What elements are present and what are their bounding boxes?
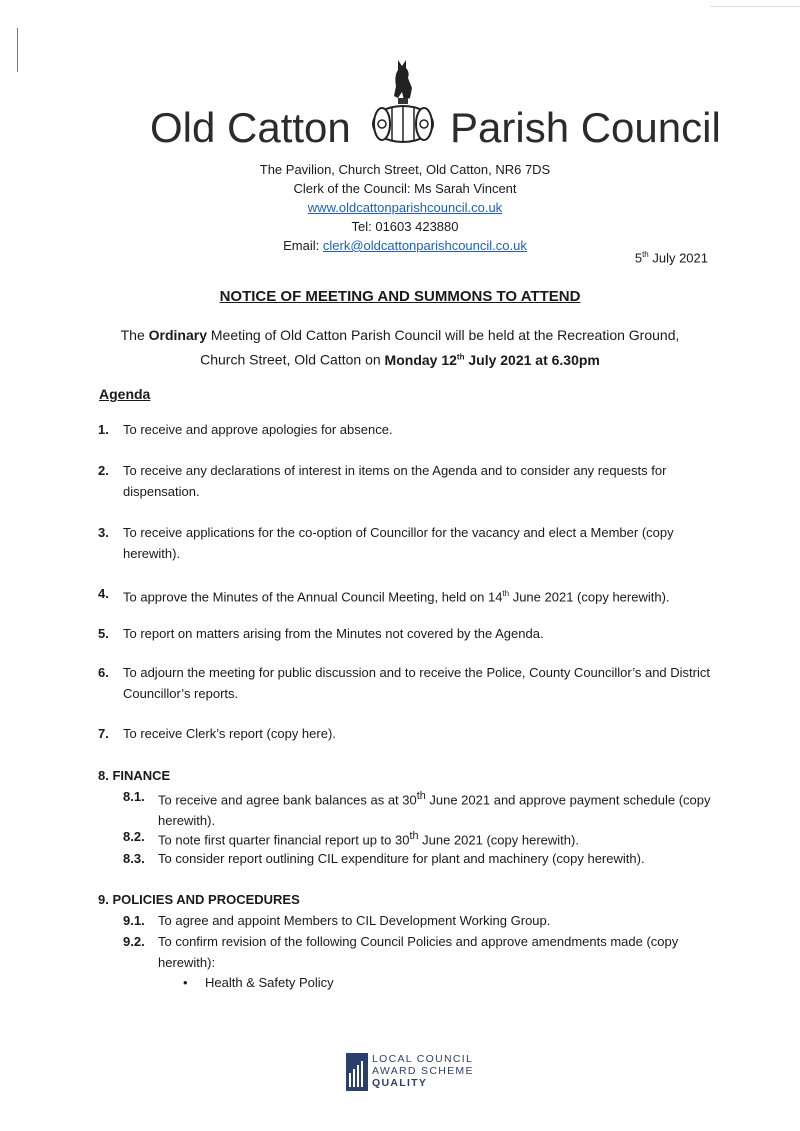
finance-heading: 8. FINANCE [98,768,171,783]
agenda-item: 3. To receive applications for the co-option of Councillor for the vacancy and elect a Member (copy herewith). [98,525,674,561]
website-link[interactable]: www.oldcattonparishcouncil.co.uk [307,200,503,215]
tel-line: Tel: 01603 423880 [351,219,459,234]
barrel-crest-icon [368,58,438,144]
agenda-item: 6. To adjourn the meeting for public discussion and to receive the Police, County Councillor’s and District Councillor’s reports. [98,665,710,701]
finance-item: 8.3. To consider report outlining CIL expenditure for plant and machinery (copy herewith). [123,851,645,866]
email-link[interactable]: clerk@oldcattonparishcouncil.co.uk [322,238,527,253]
agenda-item: 7. To receive Clerk’s report (copy here). [98,726,336,741]
title-right: Parish Council [450,104,721,151]
agenda-item: 1. To receive and approve apologies for absence. [98,422,393,437]
policy-bullet: • Health & Safety Policy [183,972,334,993]
footer-line2: AWARD SCHEME [372,1065,474,1077]
finance-item: 8.2. To note first quarter financial report up to 30th June 2021 (copy herewith). [123,829,579,848]
policies-heading: 9. POLICIES AND PROCEDURES [98,892,300,907]
finance-item: 8.1. To receive and agree bank balances as at 30th June 2021 and approve payment schedule (copy herewith). [123,789,711,829]
margin-mark [17,28,18,72]
footer-line1: LOCAL COUNCIL [372,1053,474,1065]
address-line: The Pavilion, Church Street, Old Catton, NR6 7DS [259,162,551,177]
agenda-item: 2. To receive any declarations of interest in items on the Agenda and to consider any requests for dispensation. [98,463,667,499]
award-scheme-icon [346,1053,368,1091]
clerk-line: Clerk of the Council: Ms Sarah Vincent [293,181,517,196]
policies-item: 9.2. To confirm revision of the following Council Policies and approve amendments made (copy herewith): [123,934,679,970]
email-label: Email: [283,238,323,253]
address-block [0,160,800,255]
top-rule [710,6,800,7]
agenda-item: 4. To approve the Minutes of the Annual Council Meeting, held on 14th June 2021 (copy herewith). [98,586,670,605]
bullet-icon: • [183,975,188,990]
agenda-title: Agenda [99,386,151,402]
agenda-item: 5. To report on matters arising from the Minutes not covered by the Agenda. [98,626,544,641]
meeting-intro: The Ordinary Meeting of Old Catton Parish Council will be held at the Recreation Ground, Church Street, Old Catton on Monday 12th July 2021 at 6.30pm [120,327,680,368]
policies-item: 9.1. To agree and appoint Members to CIL Development Working Group. [123,913,551,928]
letter-date: 5th July 2021 [634,250,708,266]
quality-award-logo [346,1053,496,1093]
notice-heading: NOTICE OF MEETING AND SUMMONS TO ATTEND [219,288,581,305]
title-left: Old Catton [150,104,351,151]
footer-line3: QUALITY [372,1077,428,1089]
